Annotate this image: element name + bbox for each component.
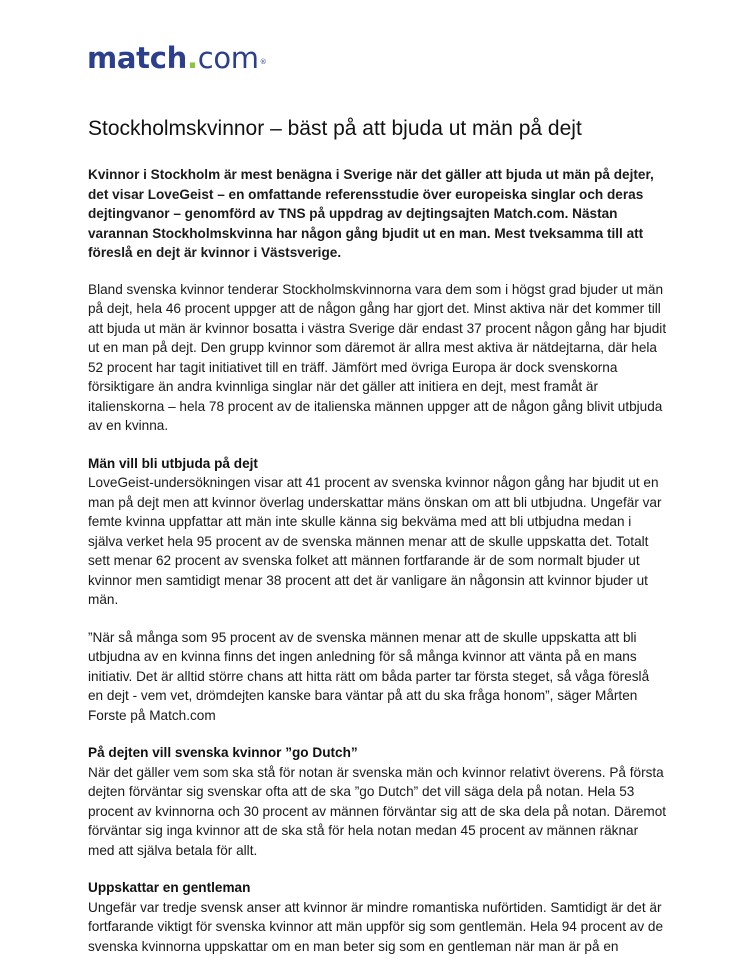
section-paragraph: När det gäller vem som ska stå för notan är svenska män och kvinnor relativt överens. På första dejten förväntar sig svenskar ofta att de ska ”go Dutch” det vill säga dela på notan. Hela 53 procent av kvinnorna och 30 procent av männen förväntar sig att de ska dela på notan. Däremot förväntar sig inga kvinnor att de ska stå för hela notan medan 45 procent av männen räknar med att själva betala för allt. [88,764,667,858]
logo-registered-mark: ® [259,58,267,66]
article-title: Stockholmskvinnor – bäst på att bjuda ut män på dejt [88,117,582,140]
logo-word-com: com [197,41,259,75]
quote-paragraph: ”När så många som 95 procent av de svenska männen menar att de skulle uppskatta att bli utbjudna av en kvinna finns det ingen anledning för så många kvinnor att vänta på en mans initiativ. Det är alltid större chans att hitta rätt om båda parter tar första steget, så våga föreslå en dejt - vem vet, drömdejten kanske bara väntar på att du ska fråga honom”, säger Mårten Forste på Match.com [88,629,650,723]
intro-paragraph: Bland svenska kvinnor tenderar Stockholmskvinnorna vara dem som i högst grad bjuder ut män på dejt, hela 46 procent uppger att de någon gång har gjort det. Minst aktiva när det kommer till att bjuda ut män är kvinnor bosatta i västra Sverige där endast 37 procent någon gång har bjudit ut en man på dejt. Den grupp kvinnor som däremot är allra mest aktiva är nätdejtarna, där hela 52 procent har tagit initiativet till en träff. Jämfört med övriga Europa är dock svenskorna försiktigare än andra kvinnliga singlar när det gäller att initiera en dejt, mest framåt är italienskorna – hela 78 procent av de italienska männen uppger att de någon gång blivit utbjuda av en kvinna. [88,281,667,433]
logo-dot: . [187,41,198,75]
section-gentleman [88,878,668,956]
section-heading: Uppskattar en gentleman [88,880,251,895]
section-paragraph: LoveGeist-undersökningen visar att 41 procent av svenska kvinnor någon gång har bjudit ut en man på dejt men att kvinnor överlag underskattar mäns önskan om att bli utbjudna. Ungefär var femte kvinna uppfattar att män inte skulle känna sig bekväma med att bli utbjudna medan i själva verket hela 95 procent av de svenska männen menar att de skulle uppskatta det. Totalt sett menar 62 procent av svenska folket att männen fortfarande är de som normalt bjuder ut kvinnor men samtidigt menar 38 procent att det är vanligare än någonsin att kvinnor bjuder ut män. [88,475,662,607]
lead-paragraph: Kvinnor i Stockholm är mest benägna i Sverige när det gäller att bjuda ut män på dejter, det visar LoveGeist – en omfattande referensstudie över europeiska singlar och deras dejtingvanor – genomförd av TNS på uppdrag av dejtingsajten Match.com. Nästan varannan Stockholmskvinna har någon gång bjudit ut en man. Mest tveksamma till att föreslå en dejt är kvinnor i Västsverige. [88,167,654,260]
match-com-logo [87,40,266,76]
article-body [88,114,668,974]
section-heading: Män vill bli utbjuda på dejt [88,455,258,471]
section-paragraph: Ungefär var tredje svensk anser att kvinnor är mindre romantiska nuförtiden. Samtidigt är det är fortfarande viktigt för svenska kvinnor att män uppför sig som gentlemän. Hela 94 procent av de svenska kvinnorna uppskattar om en man beter sig som en gentleman när man är på en [88,899,664,954]
section-go-dutch [88,743,668,860]
section-men-want-asked-out [88,454,668,610]
section-heading: På dejten vill svenska kvinnor ”go Dutch” [88,745,358,760]
logo-word-match: match [87,41,187,75]
